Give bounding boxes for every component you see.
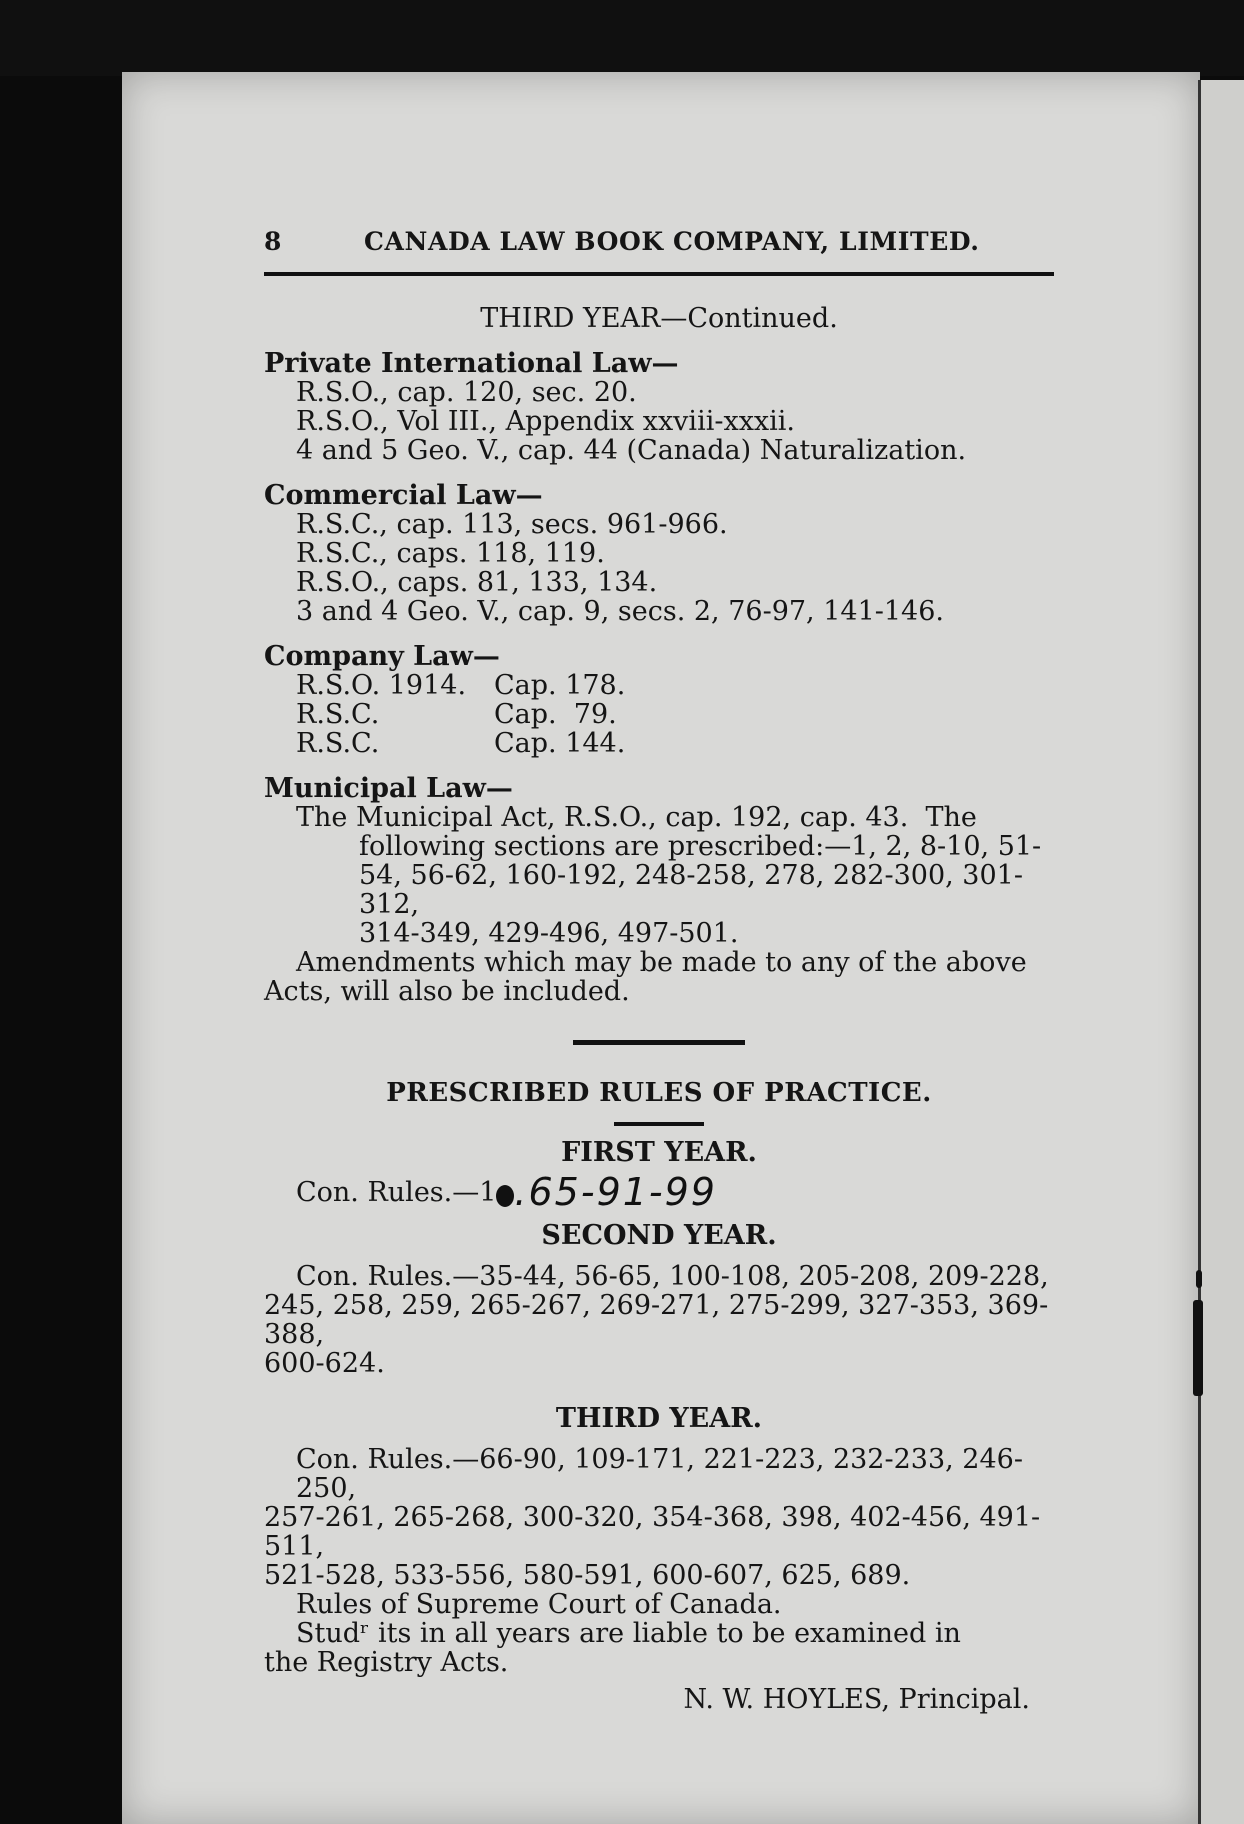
list-item: 314-349, 429-496, 497-501.	[359, 918, 739, 949]
section-title: Commercial Law—	[264, 480, 543, 511]
page-content	[264, 222, 1054, 1714]
amendments-text: Acts, will also be included.	[264, 976, 630, 1007]
list-item: following sections are prescribed:—1, 2, 8-10, 51-	[359, 831, 1042, 862]
amendments-text: Amendments which may be made to any of the above	[296, 947, 1027, 978]
page-number: 8	[264, 227, 282, 256]
list-item: 521-528, 533-556, 580-591, 600-607, 625, 689.	[264, 1560, 911, 1591]
list-item: Con. Rules.—66-90, 109-171, 221-223, 232-233, 246-250,	[296, 1444, 1023, 1504]
list-item: 54, 56-62, 160-192, 248-258, 278, 282-300, 301-312,	[359, 860, 1023, 920]
statute-row	[264, 671, 1054, 700]
section-title: Company Law—	[264, 641, 500, 672]
rules-title: PRESCRIBED RULES OF PRACTICE.	[386, 1078, 932, 1108]
list-item: R.S.C., caps. 118, 119.	[296, 538, 605, 569]
list-item: R.S.C., cap. 113, secs. 961-966.	[296, 509, 728, 540]
list-item: 257-261, 265-268, 300-320, 354-368, 398, 402-456, 491-511,	[264, 1502, 1041, 1562]
rules-label: Con. Rules.—1	[296, 1177, 497, 1208]
list-item: 4 and 5 Geo. V., cap. 44 (Canada) Naturalization.	[296, 435, 967, 466]
statute-row	[264, 729, 1054, 758]
binding-mark	[1196, 1270, 1202, 1288]
statute: R.S.O. 1914.	[296, 670, 467, 701]
statute: R.S.C.	[296, 699, 380, 730]
statute: R.S.C.	[296, 728, 380, 759]
section-divider	[573, 1040, 745, 1045]
list-item: R.S.O., Vol III., Appendix xxviii-xxxii.	[296, 406, 795, 437]
adjacent-page-edge	[1198, 80, 1244, 1824]
binding-mark	[1193, 1300, 1203, 1396]
running-title: CANADA LAW BOOK COMPANY, LIMITED.	[364, 227, 980, 256]
commercial-law-section	[264, 481, 1054, 626]
list-item: 3 and 4 Geo. V., cap. 9, secs. 2, 76-97, 141-146.	[296, 596, 944, 627]
statute-row	[264, 700, 1054, 729]
small-divider	[614, 1122, 704, 1126]
supreme-court-note: Rules of Supreme Court of Canada.	[296, 1589, 782, 1620]
running-header	[264, 222, 1054, 256]
students-note: Studʳ its in all years are liable to be examined in	[296, 1618, 961, 1649]
list-item: R.S.O., cap. 120, sec. 20.	[296, 377, 637, 408]
section-title: Private International Law—	[264, 348, 679, 379]
first-year-rules	[264, 1167, 1054, 1214]
private-international-law-section	[264, 349, 1054, 465]
cap: Cap. 144.	[494, 728, 626, 759]
signature: N. W. HOYLES, Principal.	[683, 1684, 1030, 1715]
handwritten-annotation: .65-91-99	[514, 1170, 717, 1214]
company-law-section	[264, 642, 1054, 758]
scan-background	[0, 0, 1244, 76]
section-title: Municipal Law—	[264, 773, 513, 804]
third-year-heading: THIRD YEAR.	[555, 1403, 763, 1434]
list-item: Con. Rules.—35-44, 56-65, 100-108, 205-208, 209-228,	[296, 1261, 1049, 1292]
header-rule	[264, 272, 1054, 276]
students-note: the Registry Acts.	[264, 1647, 509, 1678]
list-item: 245, 258, 259, 265-267, 269-271, 275-299, 327-353, 369-388,	[264, 1290, 1049, 1350]
ink-blot-icon	[496, 1185, 514, 1207]
list-item: R.S.O., caps. 81, 133, 134.	[296, 567, 658, 598]
municipal-law-section	[264, 774, 1054, 1006]
section-continued-heading: THIRD YEAR—Continued.	[480, 303, 838, 334]
second-year-heading: SECOND YEAR.	[541, 1220, 777, 1251]
cap: Cap. 178.	[494, 670, 626, 701]
cap: Cap. 79.	[494, 699, 617, 730]
list-item: 600-624.	[264, 1348, 385, 1379]
first-year-heading: FIRST YEAR.	[561, 1137, 757, 1168]
list-item: The Municipal Act, R.S.O., cap. 192, cap. 43. The	[296, 802, 977, 833]
